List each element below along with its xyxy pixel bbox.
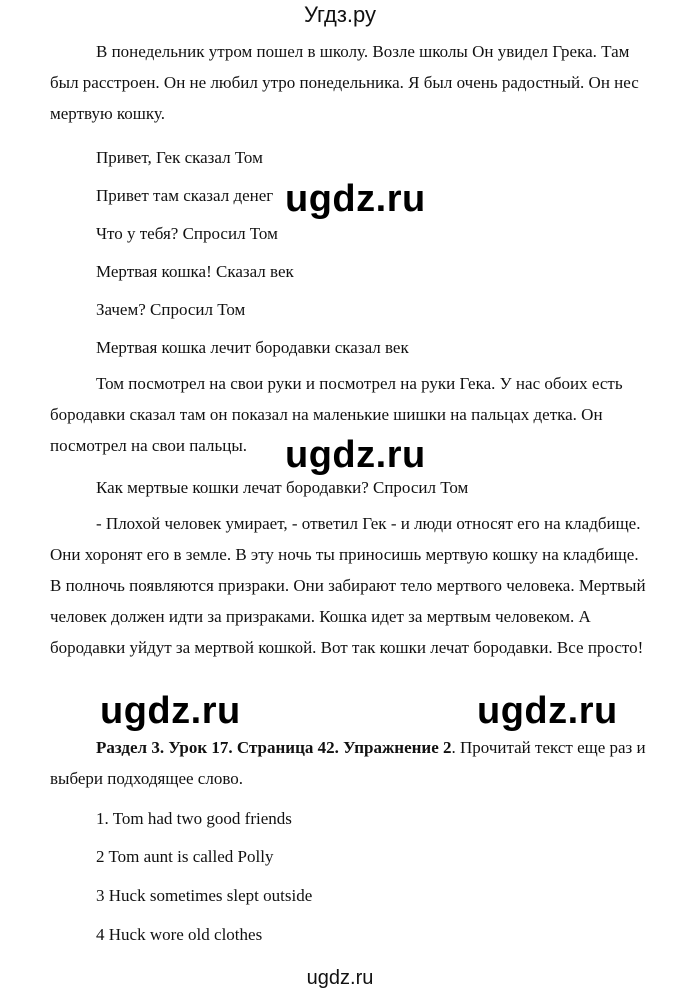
watermark-1: ugdz.ru [285, 178, 426, 220]
answer-item-4: 4 Huck wore old clothes [96, 925, 263, 944]
dialogue-line-3: Что у тебя? Спросил Том [96, 224, 278, 243]
watermark-3: ugdz.ru [100, 690, 241, 732]
site-footer: ugdz.ru [306, 967, 374, 989]
exercise-heading [50, 732, 650, 794]
watermark-4: ugdz.ru [477, 690, 618, 732]
paragraph-explanation: - Плохой человек умирает, - ответил Гек - и люди относят его на кладбище. Они хоронят его в земле. В эту ночь ты приносишь мертвую кошку на кладбище. В полночь появляются призраки. Они забирают тело мертвого человека. Мертвый человек должен идти за призраками. Кошка идет за мертвым человеком. А бородавки уйдут за мертвой кошкой. Вот так кошки лечат бородавки. Все просто! [50, 514, 646, 657]
answer-item-2: 2 Tom aunt is called Polly [96, 847, 274, 866]
dialogue-line-4: Мертвая кошка! Сказал век [96, 262, 294, 281]
watermark-2: ugdz.ru [285, 434, 426, 476]
site-header: Угдз.ру [303, 2, 377, 27]
exercise-instruction: . Прочитай текст еще раз и выбери подходящее слово. [50, 738, 646, 788]
dialogue-line-6: Мертвая кошка лечит бородавки сказал век [96, 338, 409, 357]
dialogue-line-7: Как мертвые кошки лечат бородавки? Спросил Том [96, 478, 469, 497]
exercise-title: Раздел 3. Урок 17. Страница 42. Упражнение 2 [96, 738, 452, 757]
answer-item-1: 1. Tom had two good friends [96, 809, 292, 828]
paragraph-warts: Том посмотрел на свои руки и посмотрел на руки Гека. У нас обоих есть бородавки сказал там он показал на маленькие шишки на пальцах детка. Он посмотрел на свои пальцы. [50, 374, 623, 455]
answer-item-3: 3 Huck sometimes slept outside [96, 886, 313, 905]
dialogue-line-5: Зачем? Спросил Том [96, 300, 246, 319]
dialogue-line-1: Привет, Гек сказал Том [96, 148, 263, 167]
paragraph-intro: В понедельник утром пошел в школу. Возле школы Он увидел Грека. Там был расстроен. Он не любил утро понедельника. Я был очень радостный. Он нес мертвую кошку. [50, 42, 639, 123]
dialogue-line-2: Привет там сказал денег [96, 186, 274, 205]
